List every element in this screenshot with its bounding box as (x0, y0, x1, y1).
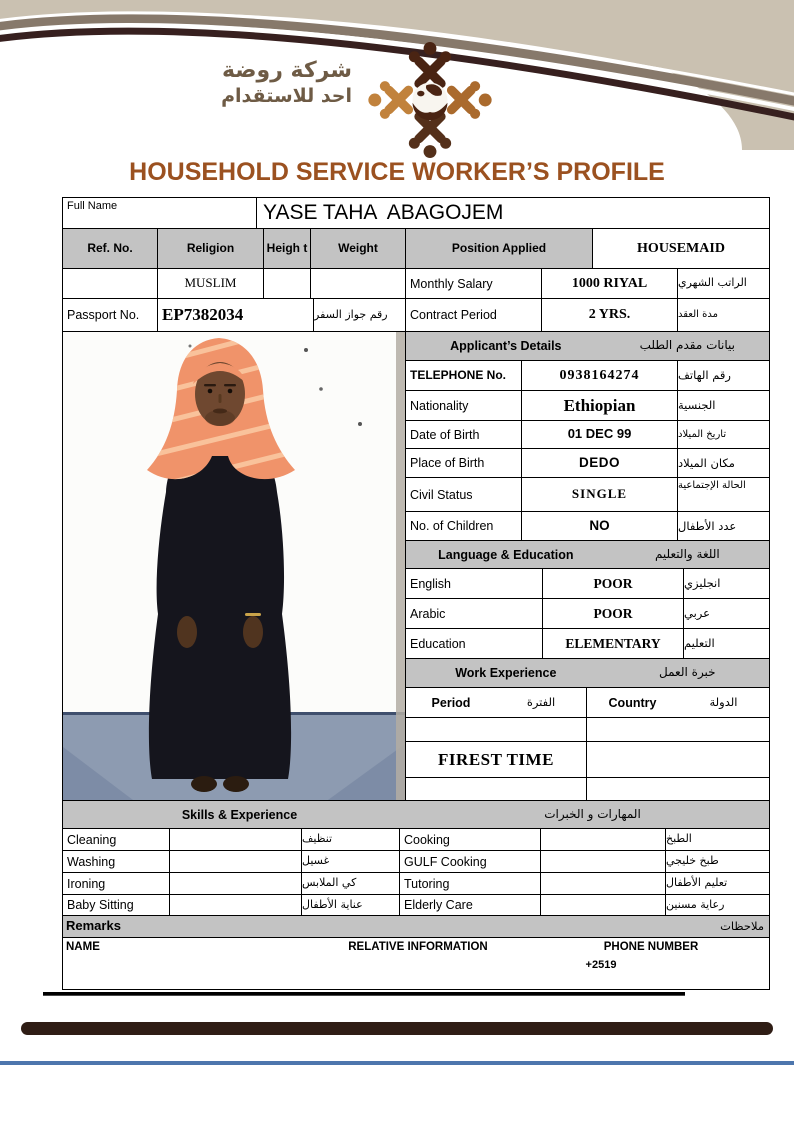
skill-cooking-arabic: الطبخ (666, 829, 769, 851)
skills-header-arabic: المهارات و الخبرات (544, 806, 641, 821)
civil-status-value: SINGLE (522, 478, 678, 512)
children-label: No. of Children (406, 512, 522, 541)
position-applied-header: Position Applied (406, 229, 593, 269)
skill-tutoring-label: Tutoring (400, 873, 541, 895)
skill-babysitting-value (170, 895, 302, 916)
work-row3-period (406, 778, 587, 801)
skill-washing-value (170, 851, 302, 873)
position-applied-value: HOUSEMAID (593, 229, 769, 269)
english-label: English (406, 569, 543, 599)
skills-header: Skills & Experience (181, 807, 298, 822)
language-education-header: Language & Education (438, 547, 574, 562)
skill-cooking-label: Cooking (400, 829, 541, 851)
full-name-value: YASE TAHA ABAGOJEM (257, 198, 769, 229)
remarks-label: Remarks (66, 918, 121, 934)
monthly-salary-label: Monthly Salary (406, 269, 542, 299)
arabic-arabic: عربي (684, 599, 769, 629)
contract-period-arabic: مدة العقد (678, 299, 769, 332)
skill-babysitting-arabic: عناية الأطفال (302, 895, 400, 916)
skill-babysitting-label: Baby Sitting (63, 895, 170, 916)
applicant-details-header: Applicant’s Details (450, 339, 562, 353)
date-of-birth-label: Date of Birth (406, 421, 522, 449)
ref-no-value (63, 269, 158, 299)
profile-form-table (62, 197, 770, 990)
skill-ironing-arabic: كي الملابس (302, 873, 400, 895)
skill-elderly-care-arabic: رعاية مسنين (666, 895, 769, 916)
telephone-label: TELEPHONE No. (406, 361, 522, 391)
date-of-birth-value: 01 DEC 99 (522, 421, 678, 449)
passport-arabic: رقم جواز السفر (314, 299, 406, 332)
language-education-header-arabic: اللغة والتعليم (654, 546, 720, 561)
skill-washing-label: Washing (63, 851, 170, 873)
period-header: Period (431, 695, 471, 710)
relative-phone-value: +2519 (585, 959, 617, 971)
children-value: NO (522, 512, 678, 541)
height-value (264, 269, 311, 299)
bottom-rule (43, 992, 685, 996)
civil-status-arabic: الحالة الإجتماعية (678, 478, 769, 512)
page-title: HOUSEHOLD SERVICE WORKER’S PROFILE (129, 158, 665, 186)
work-experience-header-arabic: خبرة العمل (659, 665, 716, 680)
education-label: Education (406, 629, 543, 659)
applicant-photo (63, 332, 405, 800)
arabic-value: POOR (543, 599, 684, 629)
agency-name-line2: احد للاستقدام (221, 84, 352, 107)
skill-cleaning-arabic: تنظيف (302, 829, 400, 851)
work-row1-country (587, 718, 769, 742)
nationality-arabic: الجنسية (678, 391, 769, 421)
contract-period-label: Contract Period (406, 299, 542, 332)
skill-ironing-label: Ironing (63, 873, 170, 895)
height-header: Heigh t (264, 229, 311, 269)
relative-info-label: RELATIVE INFORMATION (348, 941, 488, 953)
place-of-birth-label: Place of Birth (406, 449, 522, 478)
skill-cleaning-value (170, 829, 302, 851)
education-arabic: التعليم (684, 629, 769, 659)
weight-value (311, 269, 406, 299)
ref-no-header: Ref. No. (63, 229, 158, 269)
weight-header: Weight (311, 229, 406, 269)
english-arabic: انجليزي (684, 569, 769, 599)
skill-gulf-cooking-label: GULF Cooking (400, 851, 541, 873)
applicant-details-header-arabic: بيانات مقدم الطلب (639, 338, 735, 353)
religion-value: MUSLIM (158, 269, 264, 299)
country-header: Country (608, 695, 657, 710)
telephone-arabic: رقم الهاتف (678, 361, 769, 391)
monthly-salary-value: 1000 RIYAL (542, 269, 678, 299)
civil-status-label: Civil Status (406, 478, 522, 512)
education-value: ELEMENTARY (543, 629, 684, 659)
footer-blue-line (0, 1061, 794, 1065)
work-experience-header: Work Experience (455, 666, 557, 680)
place-of-birth-arabic: مكان الميلاد (678, 449, 769, 478)
arabic-label: Arabic (406, 599, 543, 629)
work-row1-period (406, 718, 587, 742)
work-row2-period: FIREST TIME (406, 742, 587, 778)
children-arabic: عدد الأطفال (678, 512, 769, 541)
period-header-arabic: الفترة (526, 695, 556, 710)
passport-label: Passport No. (63, 299, 158, 332)
relative-phone-label: PHONE NUMBER (603, 941, 699, 953)
country-header-arabic: الدولة (709, 695, 738, 710)
work-row3-country (587, 778, 769, 801)
footer-brown-bar (21, 1022, 773, 1035)
skill-gulf-cooking-arabic: طبخ خليجي (666, 851, 769, 873)
nationality-value: Ethiopian (522, 391, 678, 421)
skill-tutoring-value (541, 873, 666, 895)
globe-icon (413, 83, 448, 121)
skill-elderly-care-value (541, 895, 666, 916)
telephone-value: 0938164274 (522, 361, 678, 391)
remarks-label-arabic: ملاحظات (720, 919, 764, 934)
work-row2-country (587, 742, 769, 778)
full-name-label: Full Name (63, 198, 257, 229)
agency-name-line1: شركة روضة (221, 58, 352, 83)
skill-tutoring-arabic: تعليم الأطفال (666, 873, 769, 895)
place-of-birth-value: DEDO (522, 449, 678, 478)
relative-name-label: NAME (66, 941, 100, 953)
header-banner (0, 0, 794, 175)
date-of-birth-arabic: تاريخ الميلاد (678, 421, 769, 449)
skill-washing-arabic: غسيل (302, 851, 400, 873)
english-value: POOR (543, 569, 684, 599)
monthly-salary-arabic: الراتب الشهري (678, 269, 769, 299)
skill-gulf-cooking-value (541, 851, 666, 873)
religion-header: Religion (158, 229, 264, 269)
skill-elderly-care-label: Elderly Care (400, 895, 541, 916)
skill-ironing-value (170, 873, 302, 895)
skill-cleaning-label: Cleaning (63, 829, 170, 851)
agency-name (150, 58, 352, 108)
nationality-label: Nationality (406, 391, 522, 421)
contract-period-value: 2 YRS. (542, 299, 678, 332)
skill-cooking-value (541, 829, 666, 851)
passport-value: EP7382034 (158, 299, 314, 332)
